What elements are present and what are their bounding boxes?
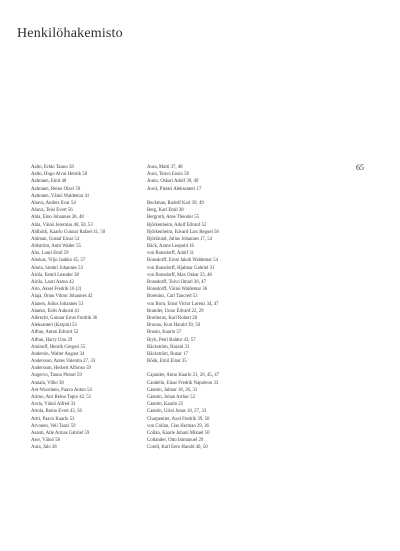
index-entry: Aalto, Erkki Tauno 58 (31, 165, 74, 170)
index-entry: Aleksanteri (Karpin) 53 (31, 323, 77, 329)
index-entry: Collander, Otto Immanuel 29 (147, 438, 204, 444)
index-entry: Aura, Jalo 38 (31, 445, 57, 451)
index-entry: Bergroth, Arne Theodor 55 (147, 215, 200, 221)
index-entry: Alaja, Onnu Viktor Johannes 42 (31, 294, 93, 300)
index-entry: Alanen, Julius Johannes 53 (31, 301, 84, 307)
index-entry: Aaltonen, Emil 48 (31, 179, 67, 185)
index-entry (147, 365, 327, 372)
index-entry: Björkenheim, Adolf Edvard 52 (147, 222, 207, 228)
index-entry: Berg, Karl Emil 38 (147, 208, 184, 214)
index-column-right (147, 164, 327, 452)
index-entry: von Born, Ernst Victor Lorenz 34, 47 (147, 301, 219, 307)
index-entry: Castrén, Kaarlo 25 (147, 402, 184, 408)
index-entry: Candelin, Einar Fredrik Napoleon 33 (147, 380, 219, 386)
index-entry: Alftan, Anton Edvard 52 (31, 330, 79, 336)
index-entry: Brunou, Kurt Harald 39, 50 (147, 323, 201, 329)
index-entry: Ahla, Eino Johannes 38, 48 (31, 215, 84, 221)
index-entry: Albrecht, Gunnar Ernst Fredrik 36 (31, 315, 98, 321)
index-entry (147, 193, 327, 200)
index-entry: Annala, Vilho 38 (31, 380, 64, 386)
index-entry: Auvä, Pietari Aleksanteri 17 (147, 186, 202, 192)
index-entry: Bonsdorff, Toivo Ilmari 36, 47 (147, 280, 206, 285)
index-entry: Ahava, Teisi Evert 56 (31, 208, 73, 214)
index-entry: Aaltonen, Väinö Waldemar 41 (31, 193, 90, 199)
index-entry: Bäckström, Runar 17 (147, 351, 188, 357)
index-entry: Collan, Kaarle Juhani Mikael 50 (147, 430, 210, 436)
index-entry: Bryk, Petri Baldur 43, 57 (147, 337, 196, 343)
index-entry: Alanko, Eelis Aukusti 41 (31, 308, 80, 314)
index-entry: Ahokas, Viljo Jaakko 45, 57 (31, 258, 86, 264)
index-entry: Ahava, Anders Ilvar 54 (31, 200, 76, 206)
index-entry: Castrén, Uriel Jonas 18, 27, 33 (147, 409, 207, 415)
index-entry: Borenius, Carl Tancred 53 (147, 294, 198, 300)
index-entry: Andersin, Walter August 34 (31, 351, 85, 357)
index-entry: Andersson, Herbert Alfonso 59 (31, 366, 91, 372)
index-entry: Bonsdorff, Ernst Jakob Waldemar 54 (147, 258, 218, 264)
index-entry: Bäckström, Harald 33 (147, 344, 190, 350)
index-entry: Arola, Väinö Alfred 33 (31, 402, 76, 408)
index-entry: Aho, Lauri Emil 59 (31, 251, 69, 257)
index-entry: Autio, Oskari Adolf 39, 49 (147, 179, 199, 185)
index-entry: Aalto, Hugo Alvar Henrik 50 (31, 172, 88, 178)
index-entry: Ahola, Simbri Johannes 53 (31, 265, 83, 271)
index-entry: Aura, Matti 37, 48 (147, 165, 183, 170)
index-entry: Airila, Lauri Aarno 42 (31, 280, 74, 285)
index-entry: von Collan, Clas Herman 29, 36 (147, 423, 209, 429)
index-entry: Ant-Wuorinen, Paavo Anton 54 (31, 387, 92, 393)
index-entry: Brander, Uuno Edvard 22, 29 (147, 308, 204, 314)
index-entry: Aaltonen, Reino Olavi 59 (31, 186, 81, 192)
index-entry: von Bonsdorff, Adolf 31 (147, 251, 195, 257)
index-entry: Cajander, Aimo Kaarlo 21, 26, 45, 47 (147, 373, 220, 379)
index-entry: Ahlström, Antti Walter 55 (31, 244, 81, 250)
page-title: Henkilöhakemisto (17, 26, 123, 41)
index-entry: Brotherus, Karl Robert 26 (147, 315, 198, 321)
index-entry: Aminoff, Henrik Gregori 55 (31, 344, 86, 350)
index-entry: Arvonen, Veli Taavi 59 (31, 423, 76, 429)
index-entry: Björklund, Julius Johannes 17, 54 (147, 236, 213, 242)
index-entry: Alftan, Harry Uno 29 (31, 337, 73, 343)
index-entry: Ahla, Väinö Jeremias 40, 50, 53 (31, 222, 93, 228)
index-entry: Böök, Emil Einar 35 (147, 359, 187, 365)
index-entry: Artola, Reino Evert 43, 56 (31, 409, 82, 415)
index-entry: Artti, Paavo Kaarlo 53 (31, 416, 75, 422)
index-entry: Bäck, Aarne Leopold 16 (147, 244, 194, 250)
page-number: 65 (356, 163, 364, 172)
index-entry: Aura, Teuvo Ensio 58 (147, 172, 189, 178)
index-entry: Brusin, Kaarlo 57 (147, 330, 182, 336)
index-entry: Asanti, Atle Armas Gabriel 59 (31, 430, 90, 436)
index-entry: Andersson, Antes Valentin 27, 33 (31, 359, 96, 365)
index-entry: Angervo, Tauno Pietari 59 (31, 373, 82, 379)
index-entry: Airila, Eemil Leander 38 (31, 272, 79, 278)
index-entry: Castrén, Johan Arthur 52 (147, 395, 195, 400)
index-entry: von Bonsdorff, Max Oskar 33, 48 (147, 272, 212, 278)
index-entry: Corell, Karl Eero Harald 40, 50 (147, 445, 208, 451)
index-entry: Airo, Aksel Fredrik 16 (2) (31, 287, 82, 293)
index-entry: Ahlman, Gustaf Einar 54 (31, 236, 80, 242)
index-entry: Charpentier, Axel Fredrik 39, 50 (147, 416, 210, 422)
index-entry: Björkenheim, Edvard Lars Reguel 58 (147, 229, 219, 235)
index-entry: Arimo, Atri Reino Tapio 42, 51 (31, 395, 92, 400)
index-entry: Bonsdorff, Väinö Waldemar 36 (147, 287, 208, 293)
index-entry: von Bonsdorff, Hjalmar Gabriel 31 (147, 265, 215, 271)
index-entry: Beckman, Rudolf Karl 39, 49 (147, 200, 204, 206)
index-entry: Castrén, Jalmar 18, 26, 31 (147, 387, 198, 393)
index-entry: Ahlbäck, Kaarlo Gunnar Rafael 41, 50 (31, 229, 106, 235)
index-entry: Aser, Väinö 58 (31, 438, 60, 444)
